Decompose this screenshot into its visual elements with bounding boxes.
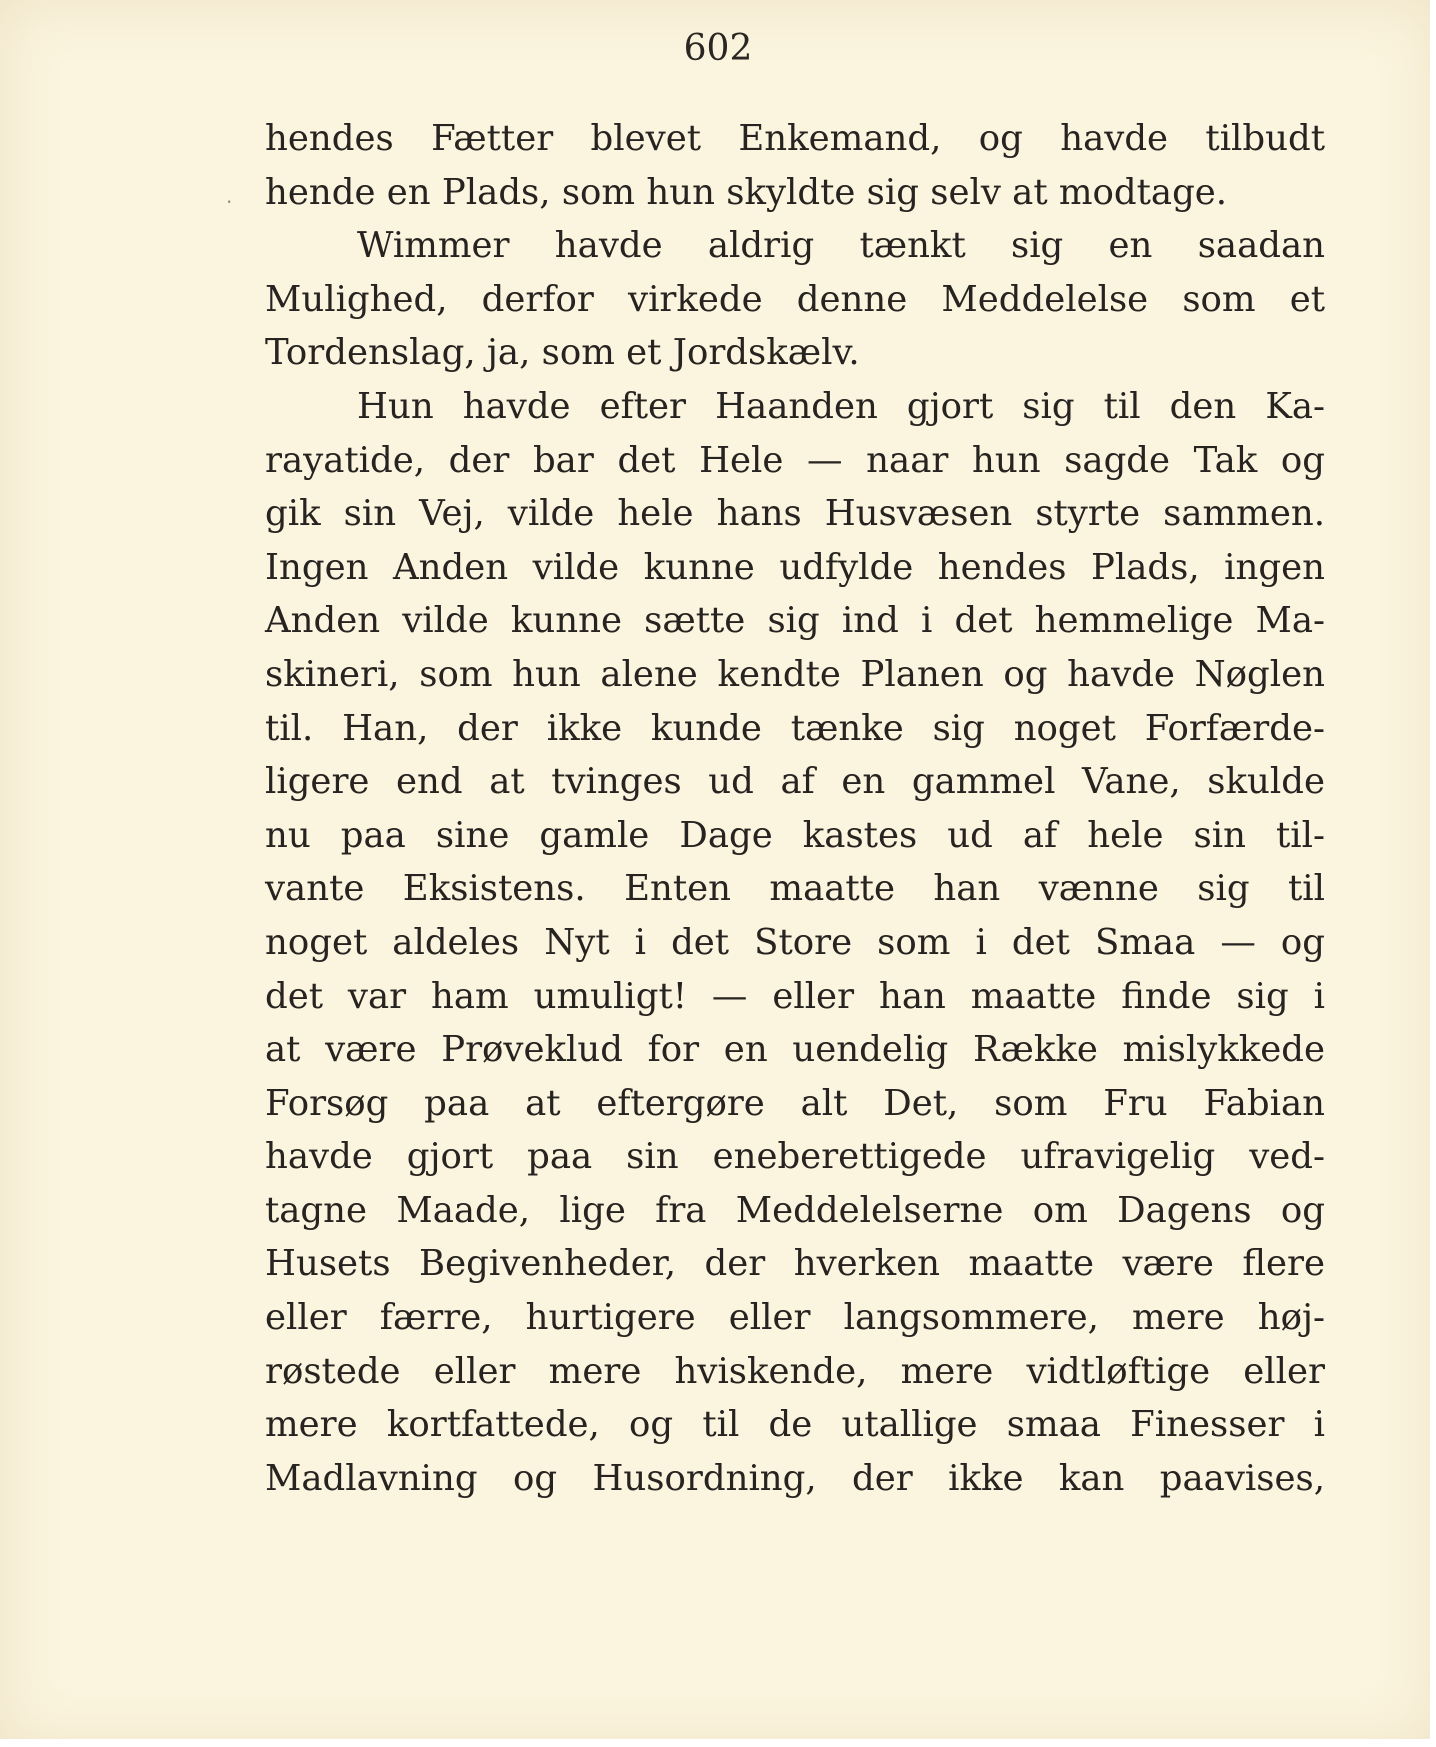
text-line: mere kortfattede, og til de utallige smaa Finesser i (265, 1404, 1325, 1446)
text-line: gik sin Vej, vilde hele hans Husvæsen styrte sammen. (265, 493, 1325, 535)
text-line: til. Han, der ikke kunde tænke sig noget Forfærde- (265, 707, 1325, 749)
text-line: tagne Maade, lige fra Meddelelserne om Dagens og (265, 1189, 1325, 1231)
text-line: hendes Fætter blevet Enkemand, og havde tilbudt (265, 118, 1325, 159)
text-line: Wimmer havde aldrig tænkt sig en saadan (357, 225, 1325, 267)
text-line: vante Eksistens. Enten maatte han vænne sig til (265, 868, 1325, 910)
text-line: det var ham umuligt! — eller han maatte finde sig i (265, 975, 1325, 1017)
text-line: Anden vilde kunne sætte sig ind i det hemmelige Ma- (265, 600, 1325, 642)
page-edge-bottom (0, 1739, 1436, 1747)
text-line: havde gjort paa sin eneberettigede ufravigelig ved- (265, 1136, 1325, 1178)
page-edge-right (1430, 0, 1436, 1747)
text-line: Hun havde efter Haanden gjort sig til den Ka- (357, 385, 1325, 427)
text-line: rayatide, der bar det Hele — naar hun sagde Tak og (265, 439, 1325, 481)
text-line: røstede eller mere hviskende, mere vidtløftige eller (265, 1350, 1325, 1392)
text-line: skineri, som hun alene kendte Planen og havde Nøglen (265, 653, 1325, 695)
text-line: ligere end at tvinges ud af en gammel Vane, skulde (265, 761, 1325, 803)
text-line: noget aldeles Nyt i det Store som i det Smaa — og (265, 921, 1325, 963)
text-line: Husets Begivenheder, der hverken maatte være flere (265, 1243, 1325, 1285)
text-line: Forsøg paa at eftergøre alt Det, som Fru Fabian (265, 1082, 1325, 1124)
body-text (265, 112, 1325, 1505)
text-line: eller færre, hurtigere eller langsommere, mere høj- (265, 1297, 1325, 1339)
text-line: Madlavning og Husordning, der ikke kan paavises, (265, 1457, 1325, 1499)
margin-dot: · (226, 190, 233, 214)
text-line: Ingen Anden vilde kunne udfylde hendes Plads, ingen (265, 546, 1325, 588)
text-line: at være Prøveklud for en uendelig Række mislykkede (265, 1029, 1325, 1071)
text-line: Tordenslag, ja, som et Jordskælv. (265, 332, 860, 374)
text-line: Mulighed, derfor virkede denne Meddelelse som et (265, 278, 1325, 320)
page-number: 602 (683, 28, 753, 69)
text-line: hende en Plads, som hun skyldte sig selv at modtage. (265, 171, 1228, 213)
text-line: nu paa sine gamle Dage kastes ud af hele sin til- (265, 814, 1325, 856)
